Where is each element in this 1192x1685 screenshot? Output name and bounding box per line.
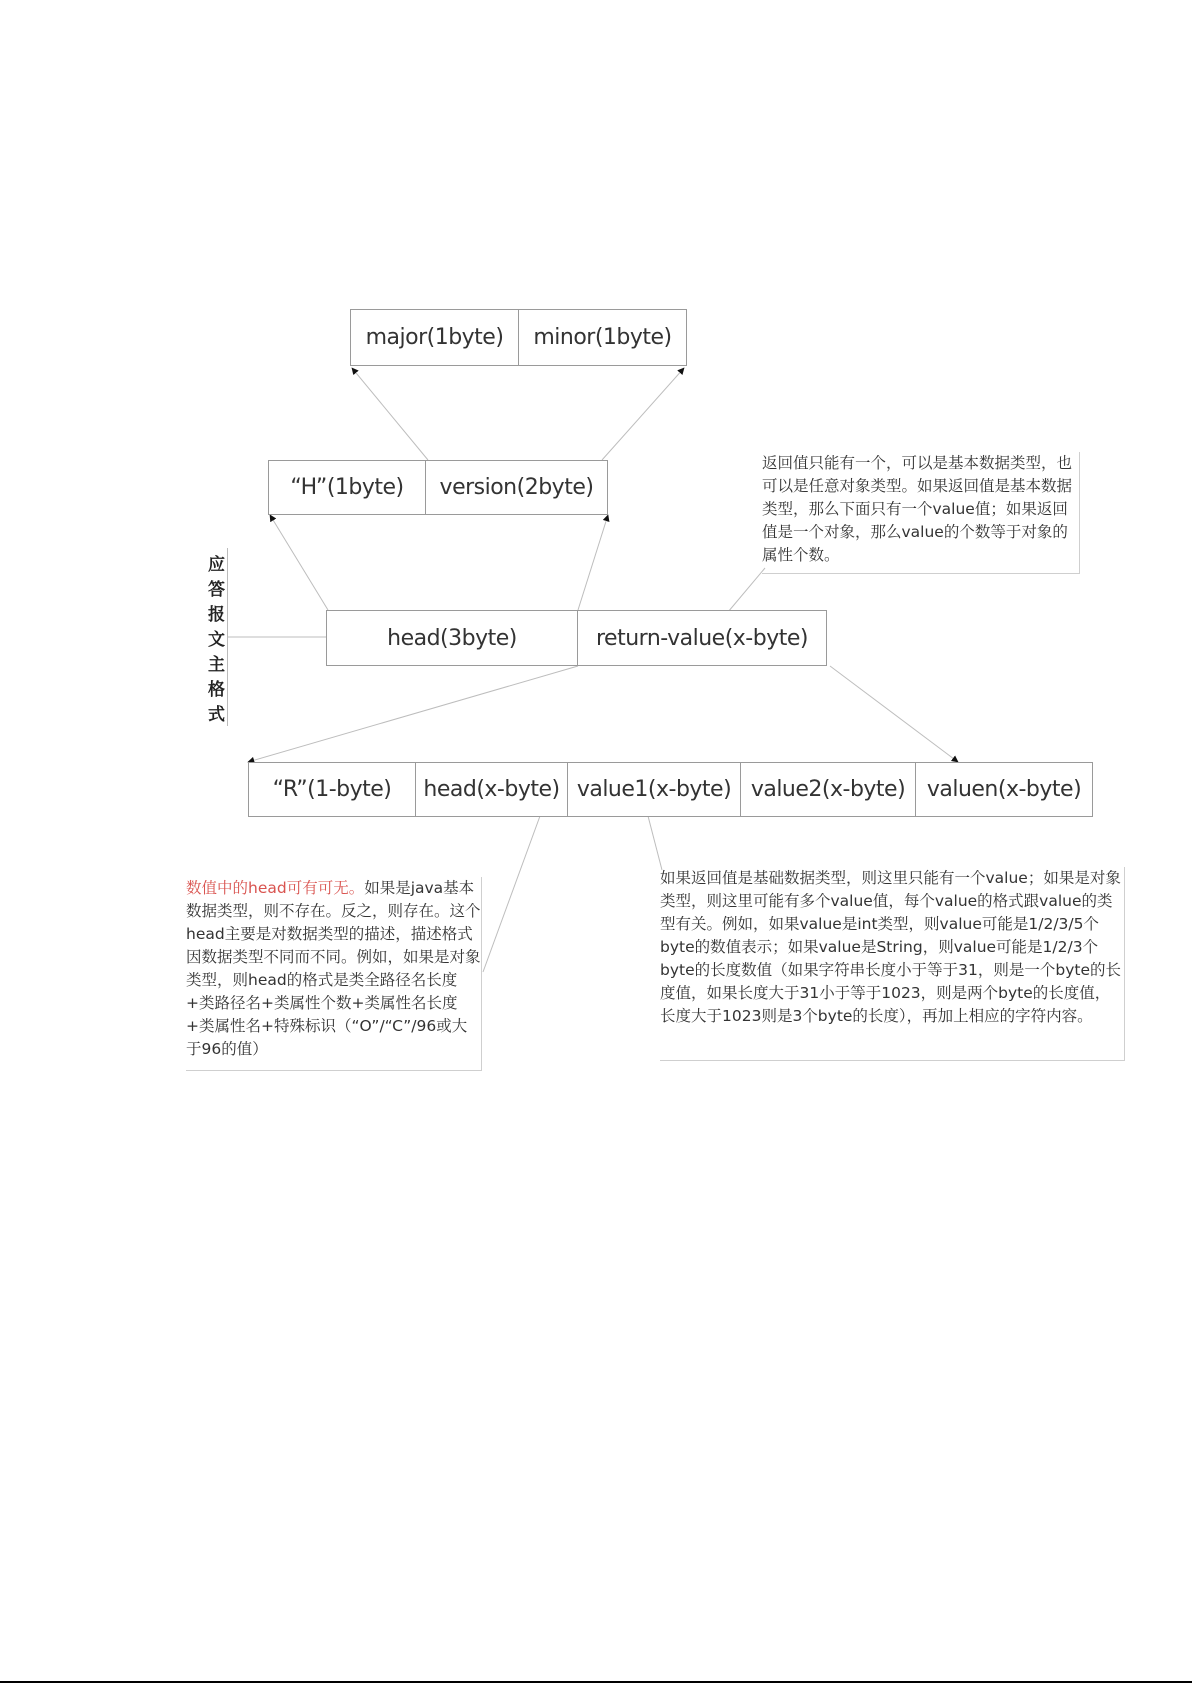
page-bottom-rule bbox=[0, 1681, 1192, 1683]
arrow-h-to-major bbox=[352, 368, 428, 460]
value-note-pointer bbox=[648, 816, 662, 870]
arrow-return-to-r bbox=[248, 666, 578, 762]
box-valuen: valuen(x-byte) bbox=[915, 762, 1093, 817]
box-head: head(3byte) bbox=[326, 610, 578, 666]
arrow-version-to-minor bbox=[602, 368, 684, 460]
vertical-label-char: 格 bbox=[208, 680, 225, 700]
box-return-value: return-value(x-byte) bbox=[577, 610, 827, 666]
return-value-note: 返回值只能有一个，可以是基本数据类型，也可以是任意对象类型。如果返回值是基本数据类型，那么下面只有一个value值；如果返回值是一个对象，那么value的个数等于对象的属性个数。 bbox=[762, 452, 1080, 574]
box-version: version(2byte) bbox=[425, 460, 608, 515]
box-head-x: head(x-byte) bbox=[415, 762, 568, 817]
arrow-head-to-version bbox=[578, 515, 608, 610]
box-r: “R”(1-byte) bbox=[248, 762, 416, 817]
head-note bbox=[186, 877, 482, 1071]
value-note: 如果返回值是基础数据类型，则这里只能有一个value；如果是对象类型，则这里可能有多个value值，每个value的格式跟value的类型有关。例如，如果value是int类型，则value可能是1/2/3/5个byte的数值表示；如果value是String，则value可能是1/2/3个byte的长度数值（如果字符串长度小于等于31，则是一个byte的长度值，如果长度大于31小于等于1023，则是两个byte的长度值，长度大于1023则是3个byte的长度），再加上相应的字符内容。 bbox=[660, 867, 1125, 1061]
box-h: “H”(1byte) bbox=[268, 460, 426, 515]
box-major: major(1byte) bbox=[350, 309, 519, 366]
box-minor: minor(1byte) bbox=[518, 309, 687, 366]
return-note-pointer bbox=[728, 568, 765, 612]
vertical-label-char: 文 bbox=[208, 630, 225, 650]
head-note-optional: 数值中的head可有可无。 bbox=[186, 879, 365, 897]
vertical-label bbox=[206, 548, 228, 726]
vertical-label-char: 报 bbox=[208, 605, 225, 625]
head-note-body: 如果是java基本数据类型，则不存在。反之，则存在。这个head主要是对数据类型的描述，描述格式因数据类型不同而不同。例如，如果是对象类型，则head的格式是类全路径名长度+类路径名+类属性个数+类属性名长度+类属性名+特殊标识（“O”/“C”/96或大于96的值） bbox=[186, 879, 481, 1058]
vertical-label-char: 答 bbox=[208, 580, 225, 600]
box-value1: value1(x-byte) bbox=[567, 762, 741, 817]
head-note-pointer bbox=[483, 816, 540, 972]
arrow-head-to-h bbox=[270, 515, 328, 610]
arrow-return-to-valuen bbox=[830, 666, 958, 762]
vertical-label-char: 式 bbox=[208, 705, 225, 725]
box-value2: value2(x-byte) bbox=[740, 762, 916, 817]
vertical-label-char: 应 bbox=[208, 555, 225, 575]
vertical-label-char: 主 bbox=[208, 655, 225, 675]
